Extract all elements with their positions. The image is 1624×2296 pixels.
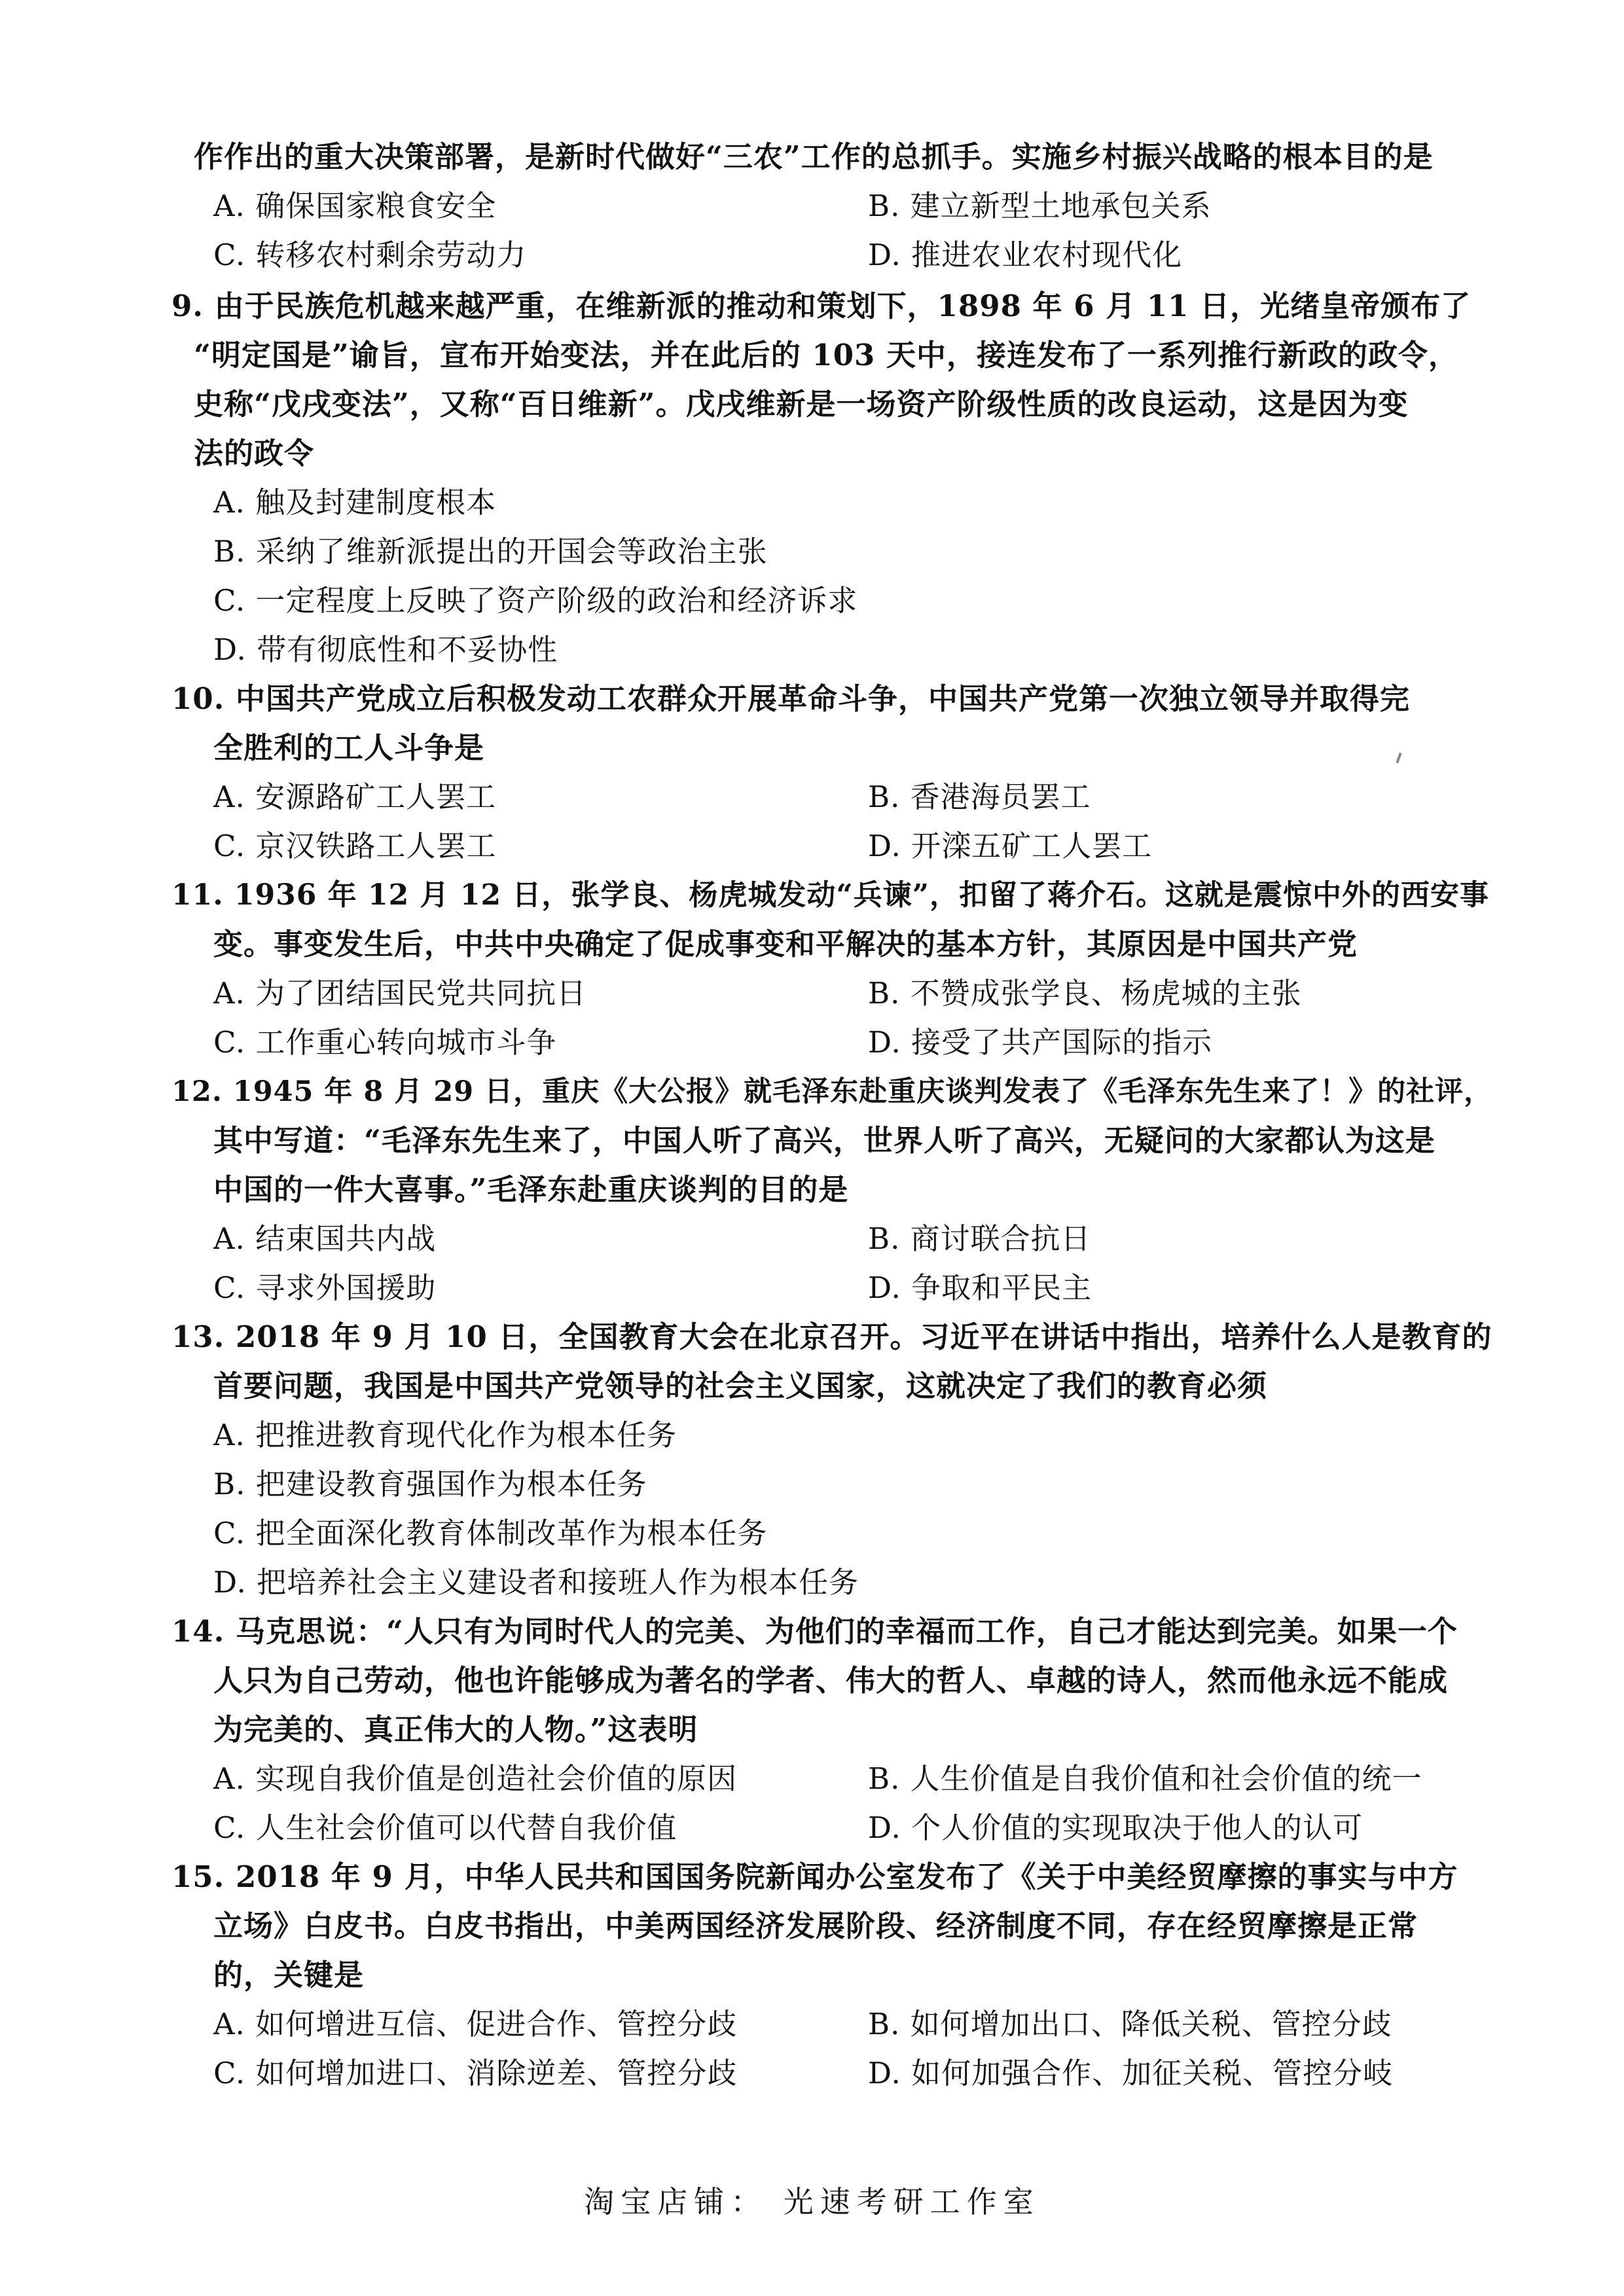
question-9-option-d: D. 带有彻底性和不妥协性 [213,632,558,667]
footer-shop-name: 淘宝店铺： 光速考研工作室 [584,2184,1040,2219]
question-11-option-c: C. 工作重心转向城市斗争 [213,1025,557,1060]
question-15-option-d: D. 如何加强合作、加征关税、管控分岐 [868,2056,1394,2090]
question-14-option-b: B. 人生价值是自我价值和社会价值的统一 [868,1761,1422,1796]
question-9-option-a: A. 触及封建制度根本 [213,485,497,520]
question-13-line-1: 13. 2018 年 9 月 10 日，全国教育大会在北京召开。习近平在讲话中指出，培养什么人是教育的 [171,1319,1492,1354]
question-13-option-d: D. 把培养社会主义建设者和接班人作为根本任务 [213,1565,859,1600]
question-13-option-b: B. 把建设教育强国作为根本任务 [213,1467,647,1501]
question-9-line-1: 9. 由于民族危机越来越严重，在维新派的推动和策划下，1898 年 6 月 11 日，光绪皇帝颁布了 [171,289,1471,323]
question-10-line-2: 全胜利的工人斗争是 [213,730,485,765]
question-11-line-2: 变。事变发生后，中共中央确定了促成事变和平解决的基本方针，其原因是中国共产党 [213,927,1358,961]
question-15-line-1: 15. 2018 年 9 月，中华人民共和国国务院新闻办公室发布了《关于中美经贸摩擦的事实与中方 [171,1859,1458,1894]
question-10-line-1: 10. 中国共产党成立后积极发动工农群众开展革命斗争，中国共产党第一次独立领导并取得完 [171,681,1410,716]
question-8-option-d: D. 推进农业农村现代化 [868,238,1183,272]
question-10-option-a: A. 安源路矿工人罢工 [213,780,497,814]
question-14-line-2: 人只为自己劳动，他也许能够成为著名的学者、伟大的哲人、卓越的诗人，然而他永远不能成 [213,1663,1449,1698]
question-14-option-c: C. 人生社会价值可以代替自我价值 [213,1810,677,1845]
question-15-option-a: A. 如何增进互信、促进合作、管控分歧 [213,2007,738,2041]
scan-speck [1396,753,1401,763]
question-10-option-c: C. 京汉铁路工人罢工 [213,829,497,863]
question-12-option-a: A. 结束国共内战 [213,1221,437,1256]
question-12-option-c: C. 寻求外国援助 [213,1270,437,1305]
question-10-option-d: D. 开滦五矿工人罢工 [868,829,1153,863]
question-12-line-3: 中国的一件大喜事。”毛泽东赴重庆谈判的目的是 [213,1172,849,1207]
question-15-line-3: 的，关键是 [213,1958,365,1992]
question-13-option-c: C. 把全面深化教育体制改革作为根本任务 [213,1516,768,1551]
question-12-option-b: B. 商讨联合抗日 [868,1221,1091,1256]
question-8-line-1: 作作出的重大决策部署，是新时代做好“三农”工作的总抓手。实施乡村振兴战略的根本目的是 [194,139,1434,174]
question-11-option-d: D. 接受了共产国际的指示 [868,1025,1213,1060]
question-14-line-3: 为完美的、真正伟大的人物。”这表明 [213,1712,698,1747]
question-12-option-d: D. 争取和平民主 [868,1270,1092,1305]
question-13-option-a: A. 把推进教育现代化作为根本任务 [213,1418,677,1452]
question-8-option-c: C. 转移农村剩余劳动力 [213,238,527,272]
question-11-option-b: B. 不赞成张学良、杨虎城的主张 [868,976,1302,1011]
question-10-option-b: B. 香港海员罢工 [868,780,1091,814]
question-9-line-2: “明定国是”谕旨，宣布开始变法，并在此后的 103 天中，接连发布了一系列推行新政的政令， [194,338,1459,372]
question-9-line-4: 法的政令 [194,436,315,471]
question-9-option-c: C. 一定程度上反映了资产阶级的政治和经济诉求 [213,583,858,618]
question-14-option-a: A. 实现自我价值是创造社会价值的原因 [213,1761,738,1796]
question-15-line-2: 立场》白皮书。白皮书指出，中美两国经济发展阶段、经济制度不同，存在经贸摩擦是正常 [213,1909,1418,1943]
question-11-line-1: 11. 1936 年 12 月 12 日，张学良、杨虎城发动“兵谏”，扣留了蒋介石。这就是震惊中外的西安事 [171,878,1489,912]
question-15-option-b: B. 如何增加出口、降低关税、管控分歧 [868,2007,1392,2041]
question-13-line-2: 首要问题，我国是中国共产党领导的社会主义国家，这就决定了我们的教育必须 [213,1369,1268,1403]
question-14-line-1: 14. 马克思说：“人只有为同时代人的完美、为他们的幸福而工作，自己才能达到完美。如果一个 [171,1614,1458,1649]
question-8-option-b: B. 建立新型土地承包关系 [868,188,1212,223]
question-12-line-2: 其中写道：“毛泽东先生来了，中国人听了高兴，世界人听了高兴，无疑问的大家都认为这是 [213,1123,1435,1158]
question-9-option-b: B. 采纳了维新派提出的开国会等政治主张 [213,534,768,569]
question-12-line-1: 12. 1945 年 8 月 29 日，重庆《大公报》就毛泽东赴重庆谈判发表了《毛泽东先生来了！》的社评， [171,1075,1493,1108]
question-11-option-a: A. 为了团结国民党共同抗日 [213,976,587,1011]
question-8-option-a: A. 确保国家粮食安全 [213,188,497,223]
question-9-line-3: 史称“戊戌变法”，又称“百日维新”。戊戌维新是一场资产阶级性质的改良运动，这是因为变 [194,387,1409,422]
question-15-option-c: C. 如何增加进口、消除逆差、管控分歧 [213,2056,738,2090]
question-14-option-d: D. 个人价值的实现取决于他人的认可 [868,1810,1363,1845]
